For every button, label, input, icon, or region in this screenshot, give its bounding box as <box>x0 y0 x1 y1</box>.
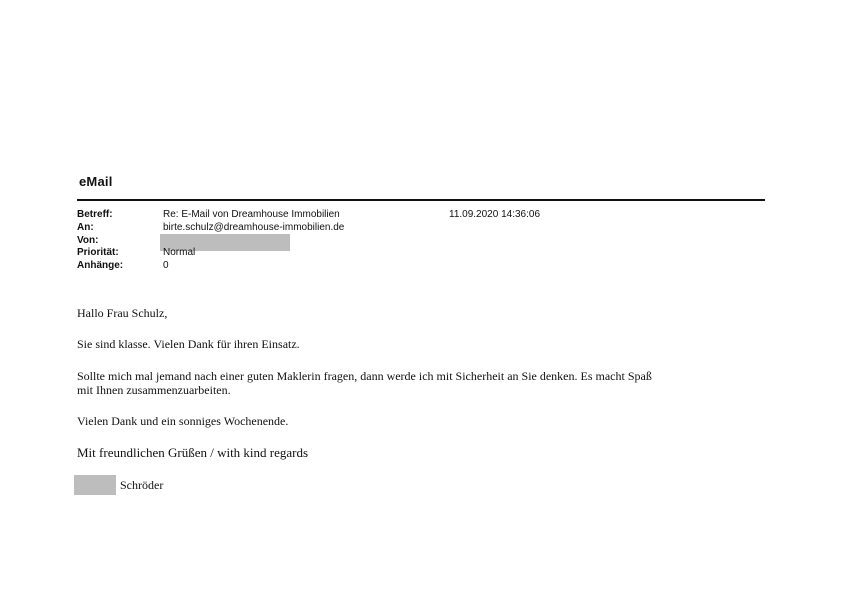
page-title: eMail <box>79 174 113 189</box>
title-divider <box>77 199 765 201</box>
greeting-text: Hallo Frau Schulz, <box>77 306 168 320</box>
attachments-label: Anhänge: <box>77 260 124 271</box>
to-label: An: <box>77 222 94 233</box>
signature-surname: Schröder <box>120 478 164 492</box>
sent-date: 11.09.2020 14:36:06 <box>449 209 541 220</box>
priority-value: Normal <box>163 247 196 258</box>
subject-label: Betreff: <box>77 209 113 220</box>
body-line-3: Vielen Dank und ein sonniges Wochenende. <box>77 414 289 428</box>
attachments-value: 0 <box>163 260 169 271</box>
body-line-2a: Sollte mich mal jemand nach einer guten Maklerin fragen, dann werde ich mit Sicherheit an Sie denken. Es macht Spaß <box>77 369 652 383</box>
priority-label: Priorität: <box>77 247 119 258</box>
subject-value: Re: E-Mail von Dreamhouse Immobilien <box>163 209 340 220</box>
signature-redaction <box>74 475 116 495</box>
body-line-1: Sie sind klasse. Vielen Dank für ihren Einsatz. <box>77 337 300 351</box>
to-value: birte.schulz@dreamhouse-immobilien.de <box>163 222 345 233</box>
from-label: Von: <box>77 235 99 246</box>
body-line-2b: mit Ihnen zusammenzuarbeiten. <box>77 383 231 397</box>
closing-text: Mit freundlichen Grüßen / with kind regards <box>77 445 309 460</box>
